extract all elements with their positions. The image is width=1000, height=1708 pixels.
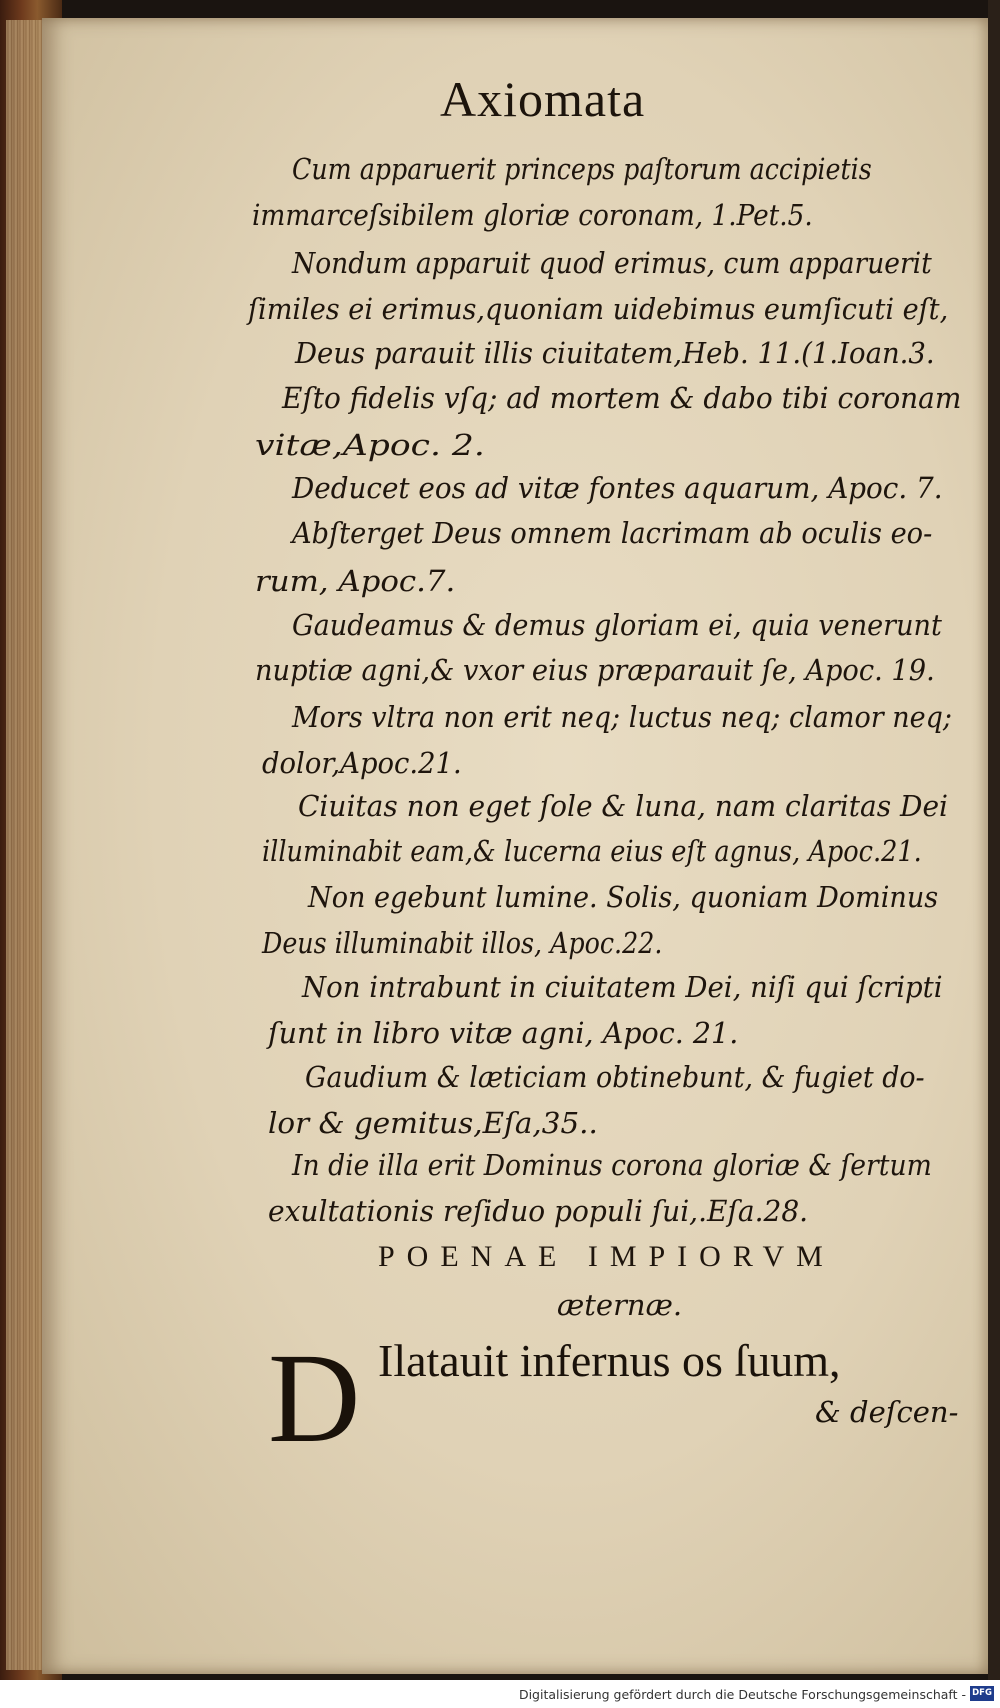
text-line: Abſterget Deus omnem lacrimam ab oculis eo- [292,517,933,550]
scan-right-margin [988,0,1000,1680]
text-line: Mors vltra non erit neq; luctus neq; clamor neq; [292,701,953,734]
text-line: Gaudeamus & demus gloriam ei, quia venerunt [292,609,942,642]
text-line: Deducet eos ad vitæ fontes aquarum, Apoc. 7. [292,472,943,505]
text-line: Nondum apparuit quod erimus, cum apparuerit [292,247,932,280]
running-header: Axiomata [440,71,646,127]
dfg-logo: DFG [970,1686,994,1701]
text-line: illuminabit eam,& lucerna eius eſt agnus, Apoc.21. [262,835,922,868]
text-line: ſimiles ei erimus,quoniam uidebimus eumſicuti eſt, [248,293,949,326]
text-line: Gaudium & læticiam obtinebunt, & fugiet do- [305,1061,925,1094]
drop-cap: D [268,1327,361,1469]
text-line: ſunt in libro vitæ agni, Apoc. 21. [268,1017,739,1050]
text-line: lor & gemitus,Eſa,35.. [268,1107,598,1140]
footer-bar [0,1680,1000,1708]
text-line: exultationis reſiduo populi ſui,.Eſa.28. [268,1195,809,1228]
text-line: In die illa erit Dominus corona gloriæ & ſertum [292,1149,932,1182]
section-title: POENAE IMPIORVM [378,1240,835,1273]
footer-credit: Digitalisierung gefördert durch die Deutsche Forschungsgemeinschaft - [518,1687,966,1702]
text-line: Cum apparuerit princeps paſtorum accipietis [292,153,872,186]
opening-line: Ilatauit infernus os ſuum, [378,1335,841,1386]
catchword: & deſcen- [815,1395,959,1429]
text-line: dolor,Apoc.21. [262,747,462,780]
text-line: immarceſsibilem gloriæ coronam, 1.Pet.5. [252,199,813,232]
text-line: rum, Apoc.7. [255,565,456,598]
text-line: Deus illuminabit illos, Apoc.22. [262,927,663,960]
text-line: Ciuitas non eget ſole & luna, nam claritas Dei [298,790,949,823]
text-line: nuptiæ agni,& vxor eius præparauit ſe, Apoc. 19. [255,654,935,687]
text-line: vitæ,Apoc. 2. [255,429,485,462]
section-subtitle: æternæ. [557,1288,683,1322]
text-line: Deus parauit illis ciuitatem,Heb. 11.(1.Ioan.3. [295,337,935,370]
text-line: Eſto fidelis vſq; ad mortem & dabo tibi coronam [282,382,962,415]
text-line: Non egebunt lumine. Solis, quoniam Dominus [308,881,939,914]
text-line: Non intrabunt in ciuitatem Dei, niſi qui ſcripti [302,971,943,1004]
